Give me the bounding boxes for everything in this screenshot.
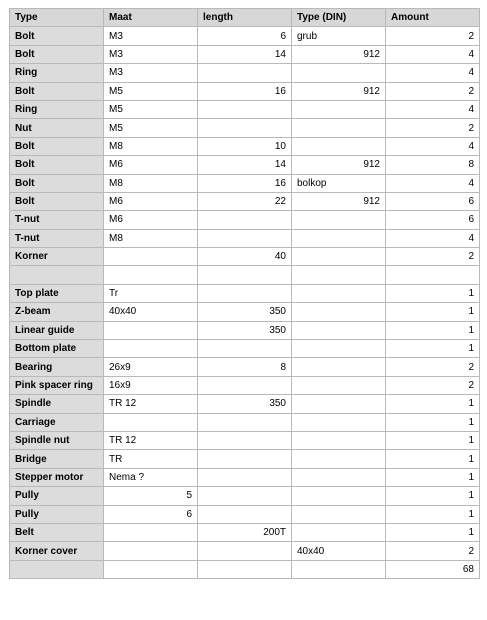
din-cell[interactable] (292, 266, 386, 284)
din-cell[interactable]: 912 (292, 82, 386, 100)
din-cell[interactable] (292, 229, 386, 247)
type-cell[interactable]: Bolt (10, 156, 104, 174)
maat-cell[interactable]: M8 (104, 137, 198, 155)
length-cell[interactable] (198, 542, 292, 560)
din-cell[interactable] (292, 211, 386, 229)
maat-cell[interactable]: M8 (104, 229, 198, 247)
type-cell[interactable]: Bolt (10, 45, 104, 63)
maat-cell[interactable] (104, 413, 198, 431)
din-cell[interactable] (292, 376, 386, 394)
type-cell[interactable] (10, 266, 104, 284)
maat-cell[interactable]: M6 (104, 192, 198, 210)
type-cell[interactable]: Carriage (10, 413, 104, 431)
type-cell[interactable]: Nut (10, 119, 104, 137)
table-row (10, 468, 480, 486)
table-row (10, 211, 480, 229)
type-cell[interactable]: Bolt (10, 27, 104, 45)
header-type[interactable]: Type (10, 9, 104, 27)
amount-cell[interactable]: 1 (386, 284, 480, 302)
din-cell[interactable]: 912 (292, 156, 386, 174)
type-cell[interactable]: Spindle nut (10, 431, 104, 449)
length-cell[interactable] (198, 211, 292, 229)
length-cell[interactable]: 14 (198, 156, 292, 174)
table-row (10, 248, 480, 266)
amount-cell[interactable]: 4 (386, 229, 480, 247)
table-row (10, 542, 480, 560)
din-cell[interactable] (292, 64, 386, 82)
type-cell[interactable]: Bolt (10, 137, 104, 155)
table-row (10, 395, 480, 413)
table-body (10, 27, 480, 579)
amount-cell[interactable]: 2 (386, 358, 480, 376)
length-cell[interactable] (198, 100, 292, 118)
din-cell[interactable] (292, 487, 386, 505)
table-row (10, 266, 480, 284)
din-cell[interactable] (292, 395, 386, 413)
table-row (10, 137, 480, 155)
length-cell[interactable] (198, 376, 292, 394)
din-cell[interactable] (292, 248, 386, 266)
maat-cell[interactable] (104, 248, 198, 266)
amount-cell[interactable]: 1 (386, 487, 480, 505)
amount-cell[interactable]: 6 (386, 211, 480, 229)
maat-cell[interactable]: M3 (104, 27, 198, 45)
amount-cell[interactable]: 2 (386, 27, 480, 45)
length-cell[interactable] (198, 340, 292, 358)
length-cell[interactable] (198, 468, 292, 486)
type-cell[interactable]: Top plate (10, 284, 104, 302)
amount-cell[interactable] (386, 266, 480, 284)
table-row (10, 156, 480, 174)
amount-cell[interactable]: 4 (386, 64, 480, 82)
maat-cell[interactable]: M5 (104, 100, 198, 118)
length-cell[interactable] (198, 505, 292, 523)
maat-cell[interactable] (104, 266, 198, 284)
type-cell[interactable]: Ring (10, 64, 104, 82)
type-cell[interactable]: T-nut (10, 229, 104, 247)
din-cell[interactable] (292, 413, 386, 431)
length-cell[interactable]: 40 (198, 248, 292, 266)
length-cell[interactable] (198, 119, 292, 137)
amount-cell[interactable]: 68 (386, 560, 480, 578)
din-cell[interactable] (292, 303, 386, 321)
maat-cell[interactable]: 26x9 (104, 358, 198, 376)
type-cell[interactable]: Bridge (10, 450, 104, 468)
amount-cell[interactable]: 4 (386, 45, 480, 63)
table-row (10, 100, 480, 118)
table-row (10, 229, 480, 247)
table-row (10, 560, 480, 578)
table-row (10, 64, 480, 82)
amount-cell[interactable]: 1 (386, 340, 480, 358)
din-cell[interactable]: bolkop (292, 174, 386, 192)
type-cell[interactable] (10, 560, 104, 578)
amount-cell[interactable]: 1 (386, 395, 480, 413)
maat-cell[interactable]: M5 (104, 82, 198, 100)
amount-cell[interactable]: 4 (386, 174, 480, 192)
length-cell[interactable]: 200T (198, 523, 292, 541)
type-cell[interactable]: Spindle (10, 395, 104, 413)
din-cell[interactable] (292, 560, 386, 578)
length-cell[interactable] (198, 450, 292, 468)
table-row (10, 505, 480, 523)
header-row (10, 9, 480, 27)
maat-cell[interactable] (104, 321, 198, 339)
maat-cell[interactable] (104, 542, 198, 560)
amount-cell[interactable]: 2 (386, 542, 480, 560)
maat-cell[interactable]: 16x9 (104, 376, 198, 394)
type-cell[interactable]: Pink spacer ring (10, 376, 104, 394)
type-cell[interactable]: T-nut (10, 211, 104, 229)
din-cell[interactable]: 912 (292, 192, 386, 210)
maat-cell[interactable]: 40x40 (104, 303, 198, 321)
header-type-din[interactable]: Type (DIN) (292, 9, 386, 27)
din-cell[interactable] (292, 523, 386, 541)
length-cell[interactable]: 16 (198, 82, 292, 100)
amount-cell[interactable]: 2 (386, 82, 480, 100)
din-cell[interactable] (292, 450, 386, 468)
table-row (10, 523, 480, 541)
length-cell[interactable] (198, 560, 292, 578)
din-cell[interactable] (292, 284, 386, 302)
din-cell[interactable]: grub (292, 27, 386, 45)
maat-cell[interactable]: 6 (104, 505, 198, 523)
length-cell[interactable]: 22 (198, 192, 292, 210)
table-row (10, 119, 480, 137)
maat-cell[interactable]: TR (104, 450, 198, 468)
maat-cell[interactable]: M8 (104, 174, 198, 192)
type-cell[interactable]: Belt (10, 523, 104, 541)
table-row (10, 487, 480, 505)
table-row (10, 174, 480, 192)
maat-cell[interactable]: M3 (104, 45, 198, 63)
amount-cell[interactable]: 2 (386, 376, 480, 394)
length-cell[interactable] (198, 413, 292, 431)
type-cell[interactable]: Bottom plate (10, 340, 104, 358)
type-cell[interactable]: Stepper motor (10, 468, 104, 486)
din-cell[interactable]: 40x40 (292, 542, 386, 560)
spreadsheet (9, 8, 480, 579)
table-row (10, 82, 480, 100)
length-cell[interactable]: 350 (198, 321, 292, 339)
amount-cell[interactable]: 2 (386, 119, 480, 137)
din-cell[interactable] (292, 468, 386, 486)
amount-cell[interactable]: 1 (386, 431, 480, 449)
din-cell[interactable] (292, 505, 386, 523)
table-row (10, 284, 480, 302)
din-cell[interactable] (292, 358, 386, 376)
maat-cell[interactable]: 5 (104, 487, 198, 505)
type-cell[interactable]: Pully (10, 487, 104, 505)
type-cell[interactable]: Bolt (10, 192, 104, 210)
table-row (10, 321, 480, 339)
type-cell[interactable]: Bearing (10, 358, 104, 376)
length-cell[interactable] (198, 487, 292, 505)
maat-cell[interactable] (104, 560, 198, 578)
table-row (10, 450, 480, 468)
length-cell[interactable]: 6 (198, 27, 292, 45)
table-row (10, 45, 480, 63)
amount-cell[interactable]: 1 (386, 523, 480, 541)
length-cell[interactable] (198, 64, 292, 82)
maat-cell[interactable]: M6 (104, 211, 198, 229)
amount-cell[interactable]: 1 (386, 468, 480, 486)
maat-cell[interactable]: M3 (104, 64, 198, 82)
maat-cell[interactable]: TR 12 (104, 395, 198, 413)
amount-cell[interactable]: 1 (386, 303, 480, 321)
type-cell[interactable]: Korner (10, 248, 104, 266)
table-row (10, 376, 480, 394)
amount-cell[interactable]: 1 (386, 321, 480, 339)
table-row (10, 431, 480, 449)
din-cell[interactable] (292, 340, 386, 358)
amount-cell[interactable]: 1 (386, 413, 480, 431)
maat-cell[interactable]: TR 12 (104, 431, 198, 449)
maat-cell[interactable] (104, 523, 198, 541)
maat-cell[interactable]: Tr (104, 284, 198, 302)
table-row (10, 413, 480, 431)
length-cell[interactable]: 14 (198, 45, 292, 63)
maat-cell[interactable]: M6 (104, 156, 198, 174)
type-cell[interactable]: Linear guide (10, 321, 104, 339)
amount-cell[interactable]: 4 (386, 137, 480, 155)
table-row (10, 192, 480, 210)
header-length[interactable]: length (198, 9, 292, 27)
amount-cell[interactable]: 1 (386, 450, 480, 468)
din-cell[interactable] (292, 321, 386, 339)
din-cell[interactable] (292, 137, 386, 155)
length-cell[interactable]: 10 (198, 137, 292, 155)
length-cell[interactable] (198, 284, 292, 302)
type-cell[interactable]: Pully (10, 505, 104, 523)
type-cell[interactable]: Bolt (10, 174, 104, 192)
amount-cell[interactable]: 4 (386, 100, 480, 118)
table-row (10, 340, 480, 358)
type-cell[interactable]: Korner cover (10, 542, 104, 560)
amount-cell[interactable]: 6 (386, 192, 480, 210)
length-cell[interactable]: 350 (198, 395, 292, 413)
din-cell[interactable] (292, 100, 386, 118)
amount-cell[interactable]: 1 (386, 505, 480, 523)
din-cell[interactable] (292, 119, 386, 137)
maat-cell[interactable] (104, 340, 198, 358)
amount-cell[interactable]: 2 (386, 248, 480, 266)
parts-table (9, 8, 480, 579)
maat-cell[interactable]: Nema ? (104, 468, 198, 486)
length-cell[interactable] (198, 431, 292, 449)
type-cell[interactable]: Ring (10, 100, 104, 118)
length-cell[interactable] (198, 229, 292, 247)
table-row (10, 27, 480, 45)
amount-cell[interactable]: 8 (386, 156, 480, 174)
din-cell[interactable] (292, 431, 386, 449)
header-amount[interactable]: Amount (386, 9, 480, 27)
header-maat[interactable]: Maat (104, 9, 198, 27)
length-cell[interactable]: 8 (198, 358, 292, 376)
length-cell[interactable]: 16 (198, 174, 292, 192)
length-cell[interactable] (198, 266, 292, 284)
din-cell[interactable]: 912 (292, 45, 386, 63)
type-cell[interactable]: Bolt (10, 82, 104, 100)
maat-cell[interactable]: M5 (104, 119, 198, 137)
length-cell[interactable]: 350 (198, 303, 292, 321)
table-row (10, 358, 480, 376)
type-cell[interactable]: Z-beam (10, 303, 104, 321)
table-row (10, 303, 480, 321)
